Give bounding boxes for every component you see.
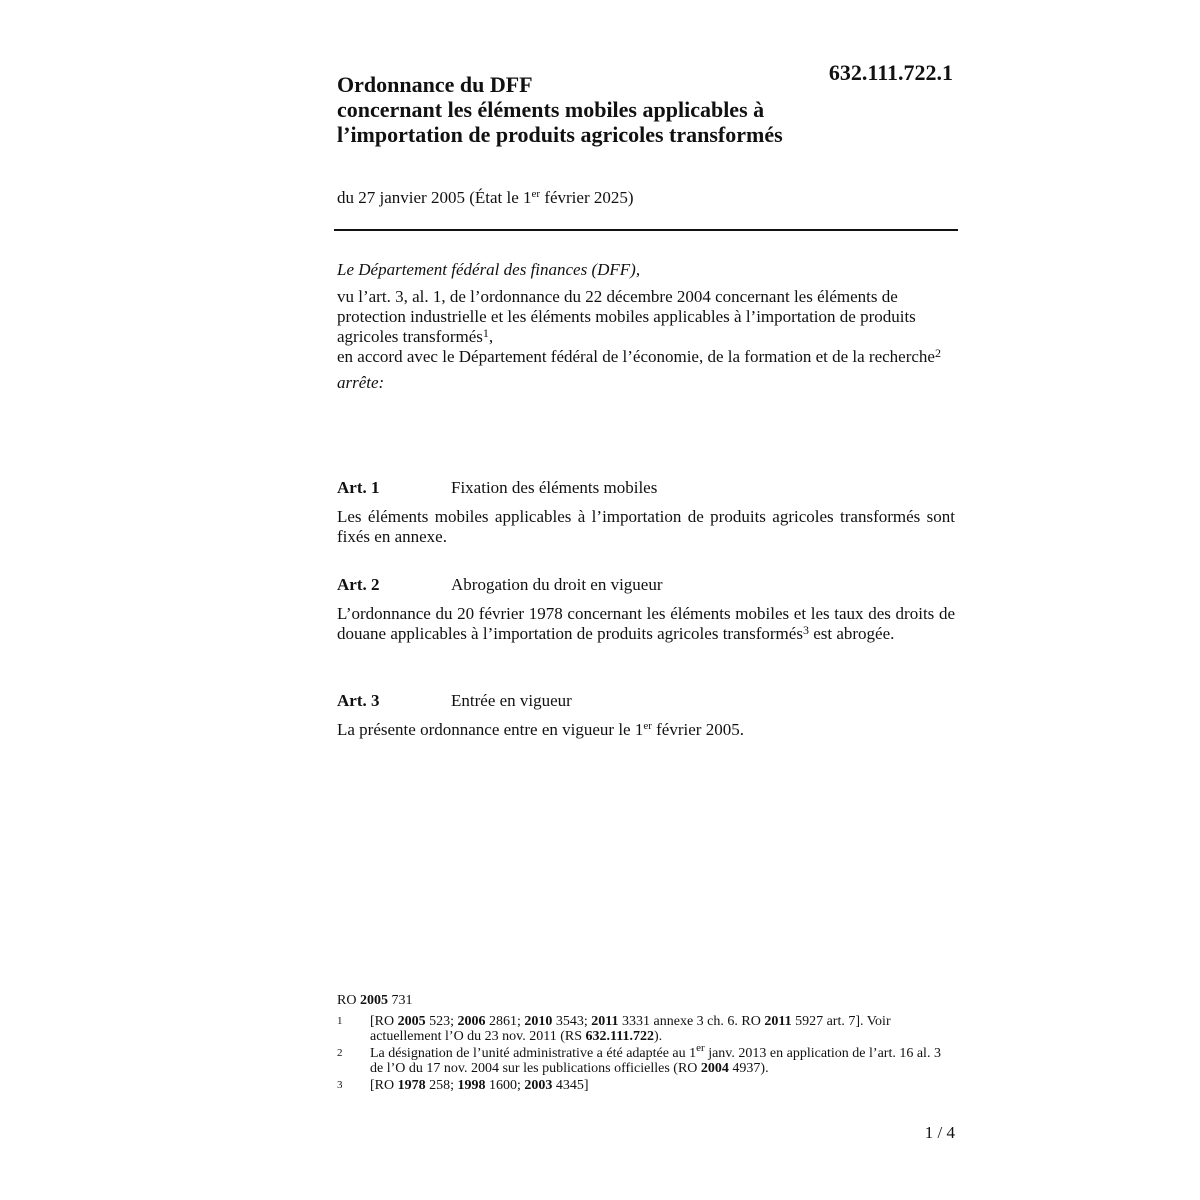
article-body: Les éléments mobiles applicables à l’importation de produits agricoles transformés sont fixés en annexe. [337,507,955,546]
footnotes [337,1014,949,1095]
document-title [337,72,897,147]
fn-bold-part: 1998 [457,1078,486,1093]
article-heading [337,478,955,498]
article-number: Art. 2 [337,575,380,594]
official-source-reference [337,993,412,1009]
footnote-number: 2 [337,1047,343,1059]
footnote-ref-2[interactable]: 2 [934,346,941,360]
article-body [337,720,955,740]
fn-text-part: 1600; [485,1078,525,1093]
footnote [337,1042,949,1076]
fn-text-part: [RO [370,1014,398,1029]
article-heading [337,691,955,711]
fn-text-part: [RO [370,1078,398,1093]
footnote-text [370,1042,949,1076]
title-line: Ordonnance du DFF [337,72,533,97]
article-title: Fixation des éléments mobiles [451,478,658,497]
fn-text-part: 258; [425,1078,458,1093]
date-status-line [337,188,634,208]
legal-basis-text: vu l’art. 3, al. 1, de l’ordonnance du 22 décembre 2004 concernant les éléments de protection industrielle et les éléments mobiles applicables à l’importation de produits agricoles transformés [337,287,916,346]
title-line: concernant les éléments mobiles applicables à [337,97,765,122]
fn-text-part: 3331 annexe 3 ch. 6. RO [618,1014,765,1029]
footnote-text [370,1078,949,1093]
article-body-end: est abrogée. [808,624,895,643]
fn-bold-part[interactable]: 632.111.722 [585,1029,655,1044]
ordinal-superscript: er [643,720,652,732]
article-title: Entrée en vigueur [451,691,572,710]
fn-bold-part: 2010 [524,1014,553,1029]
article-number: Art. 1 [337,478,380,497]
header-divider [334,229,958,231]
fn-bold-part: 2004 [700,1061,729,1076]
fn-bold-part: 2005 [397,1014,426,1029]
date-prefix: du 27 janvier 2005 (État le 1 [337,188,532,207]
date-suffix: février 2025) [540,188,634,207]
footnote [337,1014,949,1044]
fn-bold-part: 2006 [457,1014,486,1029]
title-line: l’importation de produits agricoles transformés [337,122,783,147]
fn-bold-part: 1978 [397,1078,426,1093]
fn-text-part: janv. 2013 en application de l’art. 16 al. 3 de l’O du 17 nov. 2004 sur les publications officielles (RO [370,1046,941,1076]
accord-clause [337,347,957,367]
source-page: 731 [387,993,413,1008]
fn-text-part: 4937). [728,1061,769,1076]
fn-text-part: La désignation de l’unité administrative a été adaptée au 1 [370,1046,697,1061]
fn-text-part: 4345] [552,1078,589,1093]
enacting-formula: arrête: [337,373,385,392]
legal-basis-end: , [488,327,494,346]
preamble [337,260,957,393]
accord-text: en accord avec le Département fédéral de l’économie, de la formation et de la recherche [337,347,935,366]
article-body [337,604,955,644]
sr-number: 632.111.722.1 [828,60,953,85]
article-1 [337,478,955,547]
fn-bold-part: 2003 [524,1078,553,1093]
fn-text-part: 5927 art. 7]. Voir actuellement l’O du 23 nov. 2011 (RS [370,1014,891,1044]
fn-text-part: 2861; [485,1014,525,1029]
article-heading [337,575,955,595]
fn-bold-part: 2011 [591,1014,619,1029]
article-body-end: février 2005. [651,720,744,739]
issuing-authority: Le Département fédéral des finances (DFF), [337,260,641,279]
source-year: 2005 [359,993,388,1008]
footnote-text [370,1014,949,1044]
article-2 [337,575,955,644]
fn-text-part: ). [654,1029,663,1044]
article-3 [337,691,955,740]
article-body-text: La présente ordonnance entre en vigueur le 1 [337,720,644,739]
footnote-number: 3 [337,1079,343,1091]
fn-text-part: 3543; [552,1014,592,1029]
fn-text-part: 523; [425,1014,458,1029]
fn-superscript: er [696,1042,705,1054]
footnote-ref-1[interactable]: 1 [482,326,489,340]
footnote [337,1078,949,1093]
footnote-number: 1 [337,1015,343,1027]
source-prefix: RO [337,993,360,1008]
article-number: Art. 3 [337,691,380,710]
date-superscript: er [531,188,541,200]
footnote-ref-3[interactable]: 3 [802,623,809,637]
page-number: 1 / 4 [924,1123,955,1142]
legal-basis [337,287,957,347]
article-body-text: L’ordonnance du 20 février 1978 concernant les éléments mobiles et les taux des droits de douane applicables à l’importation de produits agricoles transformés [337,604,955,643]
fn-bold-part: 2011 [764,1014,792,1029]
article-title: Abrogation du droit en vigueur [451,575,663,594]
